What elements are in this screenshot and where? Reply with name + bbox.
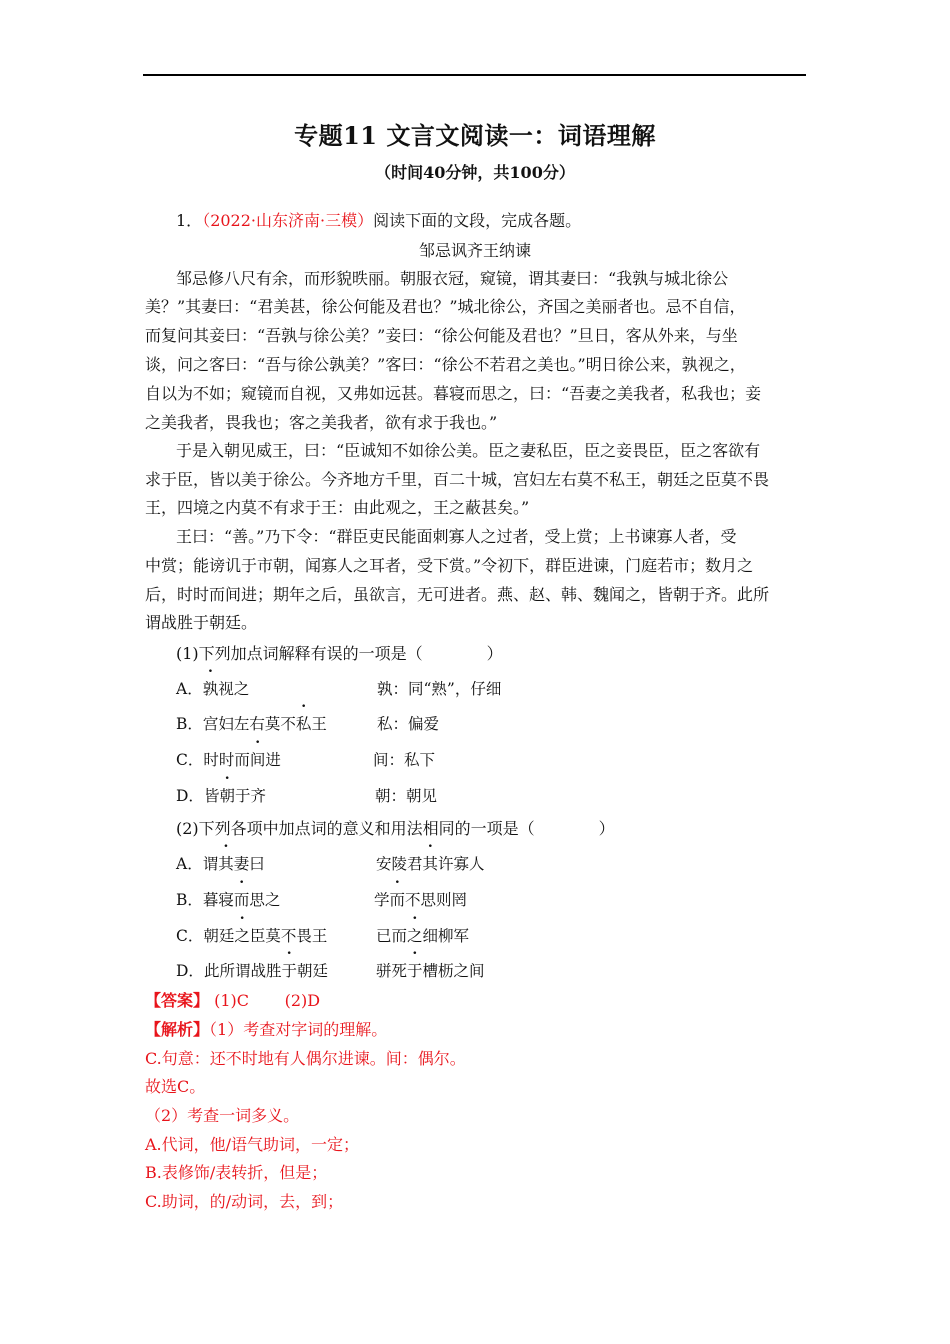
sub1-option-c[interactable]: C．时时而间进 [176,751,281,769]
passage-line: 中赏；能谤讥于市朝，闻寡人之耳者，受下赏。”令初下，群臣进谏，门庭若市；数月之 [145,556,754,575]
analysis-line: A.代词，他/语气助词，一定； [145,1135,360,1154]
dotted-char: 私 [295,715,312,733]
dotted-char: 于 [281,962,297,980]
page-title: 专题11 文言文阅读一：词语理解 [294,121,656,150]
dotted-char: 而 [389,891,406,909]
sub1-option-a-explanation: 孰：同“熟”，仔细 [377,680,502,698]
sub1-option-a[interactable]: A．孰视之 [176,680,250,698]
passage-title: 邹忌讽齐王纳谏 [418,241,531,260]
dotted-char: 其 [422,855,439,873]
sub1-stem: (1)下列加点词解释有误的一项是（ ） [176,644,503,663]
sub2-option-a-right: 安陵君其许寡人 [376,855,485,873]
passage-line: 美？”其妻曰：“君美甚，徐公何能及君也？”城北徐公，齐国之美丽者也。忌不自信， [145,297,746,316]
sub1-option-d-explanation: 朝：朝见 [375,787,438,805]
passage-line: 谓战胜于朝廷。 [145,613,258,632]
analysis-line: （2）考查一词多义。 [145,1106,300,1125]
passage-line: 邹忌修八尺有余，而形貌昳丽。朝服衣冠，窥镜，谓其妻曰：“我孰与城北徐公 [176,269,729,288]
answer-1: (1)C [214,991,250,1010]
sub2-option-c[interactable]: C．朝廷之臣莫不畏王 [176,927,328,945]
analysis-first: （1）考查对字词的理解。 [209,1020,388,1039]
sub1-option-d[interactable]: D．皆朝于齐 [176,787,266,805]
passage-line: 之美我者，畏我也；客之美我者，欲有求于我也。” [145,413,498,432]
passage-line: 而复问其妾曰：“吾孰与徐公美？”妾曰：“徐公何能及君也？”旦日，客从外来，与坐 [145,326,738,345]
question-header [176,210,581,232]
sub1-option-b[interactable]: B．宫妇左右莫不私王 [176,715,327,733]
dotted-char: 于 [407,962,423,980]
passage-line: 自以为不如；窥镜而自视，又弗如远甚。暮寝而思之，曰：“吾妻之美我者，私我也；妾 [145,384,762,403]
sub2-option-b[interactable]: B．暮寝而思之 [176,891,281,909]
passage-line: 求于臣，皆以美于徐公。今齐地方千里，百二十城，宫妇左右莫不私王，朝廷之臣莫不畏 [145,470,770,489]
sub2-option-c-right: 已而之细柳军 [376,927,470,945]
answer-2: (2)D [284,991,321,1010]
page-subtitle: （时间40分钟，共100分） [375,163,575,182]
dotted-char: 而 [233,891,250,909]
question-source: （2022·山东济南·三模） [202,211,374,230]
dotted-char: 之 [407,927,423,945]
passage-line: 王曰：“善。”乃下令：“群臣吏民能面刺寡人之过者，受上赏；上书谏寡人者，受 [176,527,737,546]
sub2-option-a[interactable]: A．谓其妻曰 [176,855,265,873]
passage-line: 于是入朝见威王，曰：“臣诚知不如徐公美。臣之妻私臣，臣之妾畏臣，臣之客欲有 [176,441,761,460]
question-prompt: 阅读下面的文段，完成各题。 [373,211,582,230]
analysis-line: C.助词，的/动词，去，到； [145,1192,344,1211]
answer-line [145,990,320,1012]
sub2-stem: (2)下列各项中加点词的意义和用法相同的一项是（ ） [176,819,615,838]
sub2-option-b-right: 学而不思则罔 [374,891,468,909]
analysis-label: 【解析】 [145,1020,210,1039]
passage-line: 后，时时而间进；期年之后，虽欲言，无可进者。燕、赵、韩、魏闻之，皆朝于齐。此所 [145,585,770,604]
dotted-char: 孰 [202,680,219,698]
analysis-line: C.句意：还不时地有人偶尔进谏。间：偶尔。 [145,1049,466,1068]
analysis-line: B.表修饰/表转折，但是； [145,1163,328,1182]
dotted-char: 其 [218,855,234,873]
question-number: 1． [176,211,203,230]
sub2-option-d[interactable]: D．此所谓战胜于朝廷 [176,962,328,980]
passage-line: 谈，问之客曰：“吾与徐公孰美？”客曰：“徐公不若君之美也。”明日徐公来，孰视之， [145,355,746,374]
analysis-line: 故选C。 [145,1077,206,1096]
passage-line: 王，四境之内莫不有求于王：由此观之，王之蔽甚矣。” [145,498,530,517]
sub1-option-c-explanation: 间：私下 [373,751,436,769]
dotted-char: 之 [234,927,250,945]
dotted-char: 朝 [219,787,235,805]
header-rule [143,74,806,76]
sub1-option-b-explanation: 私：偏爱 [377,715,440,733]
dotted-char: 间 [249,751,266,769]
sub2-option-d-right: 骈死于槽枥之间 [376,962,485,980]
analysis-line [145,1019,387,1041]
answer-label: 【答案】 [145,991,210,1010]
